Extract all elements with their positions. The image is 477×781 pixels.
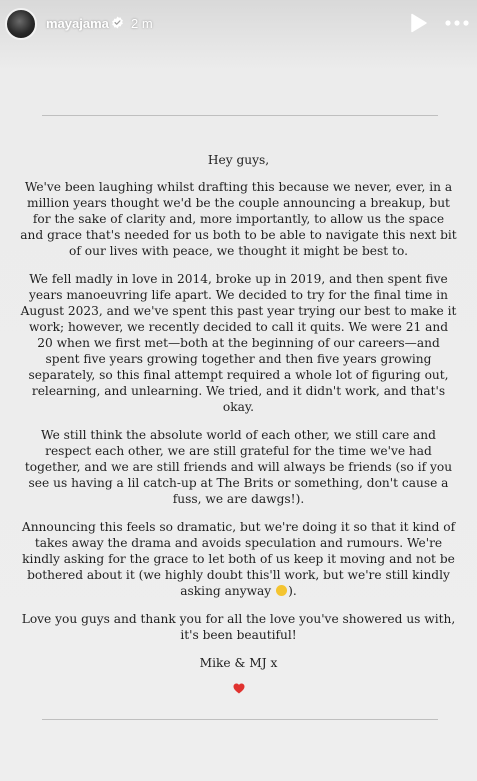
paragraph-4-text: Announcing this feels so dramatic, but we're doing it so that it kind of takes away the drama and avoids speculation and rumours. We're kindly asking for the grace to let both of us keep it moving and not be bothered about it (we highly doubt this'll work, but we're still kindly asking anyway — [21, 520, 456, 598]
paragraph-3: We still think the absolute world of each other, we still care and respect each other, we are still grateful for the time we've had together, and we are still friends and will always be friends (so if you see us having a lil catch-up at The Brits or something, don't cause a fuss, we are dawgs!). — [24, 428, 453, 506]
timestamp: 2 m — [131, 16, 153, 31]
story-header — [0, 0, 477, 52]
verified-badge-icon — [111, 16, 124, 29]
greeting: Hey guys, — [207, 153, 270, 167]
avatar[interactable] — [5, 8, 37, 40]
smirk-emoji-icon — [276, 585, 287, 596]
red-heart-icon — [233, 683, 245, 694]
letter — [20, 152, 457, 694]
paragraph-4-tail: ). — [288, 584, 297, 598]
play-icon[interactable] — [410, 13, 428, 33]
divider-top — [42, 115, 438, 116]
more-options-icon[interactable] — [445, 13, 469, 33]
paragraph-1: We've been laughing whilst drafting this because we never, ever, in a million years thought we'd be the couple announcing a breakup, but for the sake of clarity and, more importantly, to allow us the space and grace that's needed for us both to be able to navigate this next bit of our lives with peace, we thought it might be best to. — [20, 180, 457, 258]
username[interactable]: mayajama — [46, 16, 109, 31]
paragraph-5: Love you guys and thank you for all the love you've showered us with, it's been beautiful! — [21, 612, 456, 642]
paragraph-4 — [20, 519, 457, 599]
signoff: Mike & MJ x — [199, 656, 278, 670]
divider-bottom — [42, 719, 438, 720]
paragraph-2: We fell madly in love in 2014, broke up in 2019, and then spent five years manoeuvring life apart. We decided to try for the final time in August 2023, and we've spent this past year trying our best to make it work; however, we recently decided to call it quits. We were 21 and 20 when we first met—both at the beginning of our careers—and spent five years growing together and then five years growing separately, so this final attempt required a whole lot of figuring out, relearning, and unlearning. We tried, and it didn't work, and that's okay. — [20, 272, 457, 414]
